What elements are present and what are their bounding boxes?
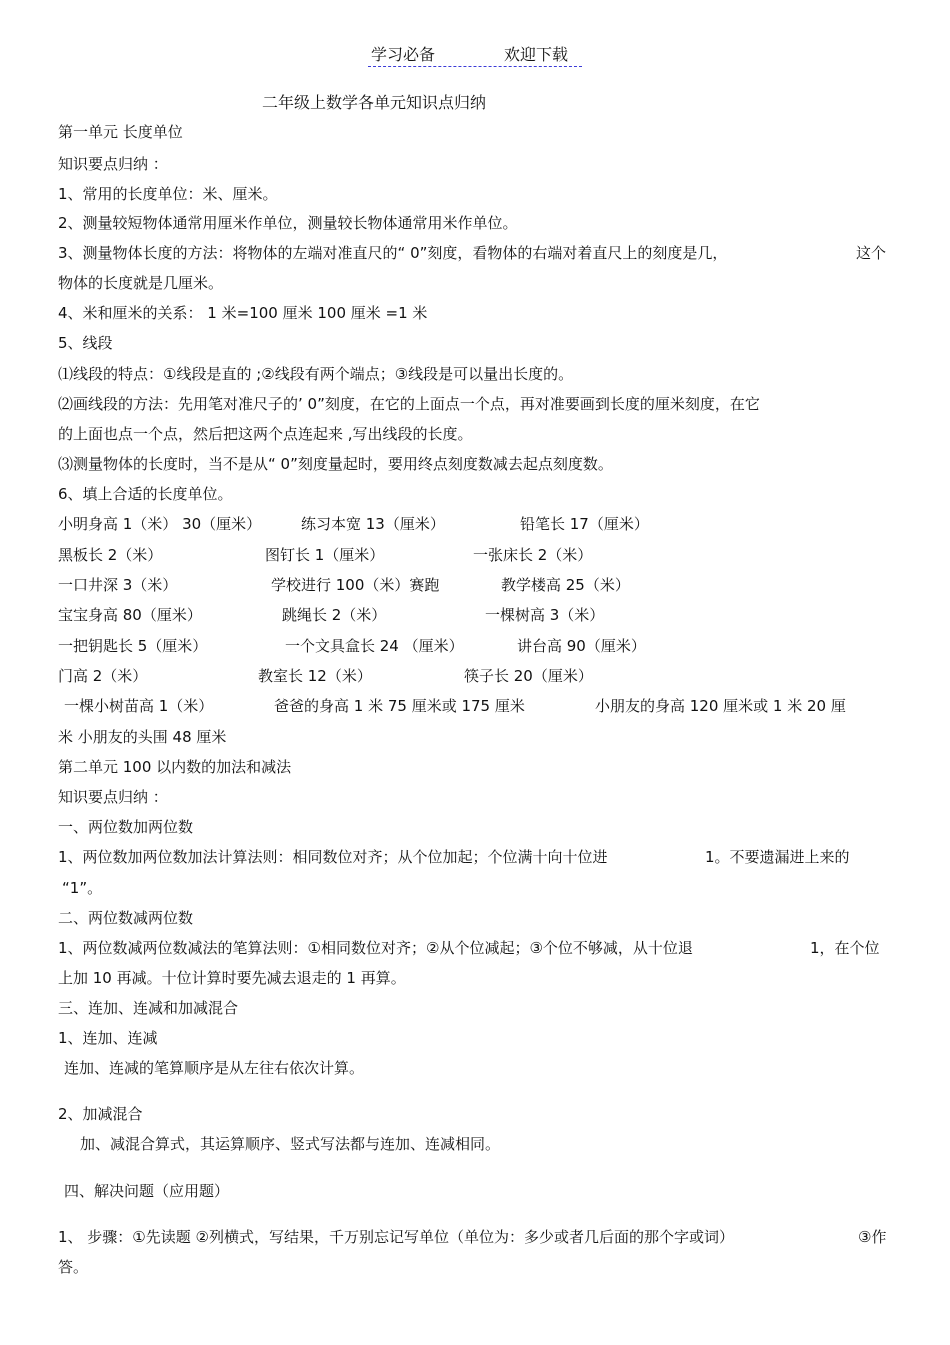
unit-example: 跳绳长 2（米） xyxy=(282,606,387,624)
text-line: 3、测量物体长度的方法：将物体的左端对准直尺的“ 0”刻度，看物体的右端对着直尺上的刻度是几， xyxy=(58,244,728,262)
section-heading: 四、解决问题（应用题） xyxy=(64,1182,230,1200)
text-line: 1、两位数加两位数加法计算法则：相同数位对齐；从个位加起；个位满十向十位进 xyxy=(58,848,608,866)
unit-example: 门高 2（米） xyxy=(58,667,148,685)
text-line: 1、连加、连减 xyxy=(58,1029,158,1047)
text-line: 2、加减混合 xyxy=(58,1105,143,1123)
knowledge-summary-label: 知识要点归纳 ： xyxy=(58,788,168,806)
text-line: 1、常用的长度单位：米、厘米。 xyxy=(58,185,278,203)
unit-example: 一个文具盒长 24 （厘米） xyxy=(285,637,464,655)
text-line: ⑵画线段的方法：先用笔对准尺子的’ 0”刻度，在它的上面点一个点，再对准要画到长度的厘米刻度，在它 xyxy=(58,395,760,413)
section-heading: 二、两位数减两位数 xyxy=(58,909,194,927)
unit-example: 一张床长 2（米） xyxy=(473,546,593,564)
unit-example: 宝宝身高 80（厘米） xyxy=(58,606,202,624)
text-line: 2、测量较短物体通常用厘米作单位，测量较长物体通常用米作单位。 xyxy=(58,214,518,232)
section-heading: 三、连加、连减和加减混合 xyxy=(58,999,239,1017)
unit-example: 筷子长 20（厘米） xyxy=(464,667,593,685)
text-line: 5、线段 xyxy=(58,334,113,352)
unit-example: 教学楼高 25（米） xyxy=(501,576,630,594)
text-line: ③作 xyxy=(858,1228,887,1246)
text-line: 1、 步骤：①先读题 ②列横式，写结果，千万别忘记写单位（单位为：多少或者几后面的那个字或词） xyxy=(58,1228,734,1246)
unit-example: 一棵树高 3（米） xyxy=(485,606,605,624)
text-line: “1”。 xyxy=(62,879,103,897)
unit-example: 一口井深 3（米） xyxy=(58,576,178,594)
unit1-heading: 第一单元 长度单位 xyxy=(58,123,183,141)
unit-example: 小朋友的身高 120 厘米或 1 米 20 厘 xyxy=(595,697,846,715)
unit2-heading: 第二单元 100 以内数的加法和减法 xyxy=(58,758,292,776)
text-line: ⑶测量物体的长度时，当不是从“ 0”刻度量起时，要用终点刻度数减去起点刻度数。 xyxy=(58,455,613,473)
text-line: 1，在个位 xyxy=(810,939,880,957)
text-line: 答。 xyxy=(58,1258,89,1276)
text-line: 这个 xyxy=(856,244,887,262)
unit-example: 学校进行 100（米）赛跑 xyxy=(271,576,440,594)
unit-example: 讲台高 90（厘米） xyxy=(517,637,646,655)
knowledge-summary-label: 知识要点归纳 ： xyxy=(58,155,168,173)
unit-example: 一棵小树苗高 1（米） xyxy=(64,697,214,715)
unit-example: 米 小朋友的头围 48 厘米 xyxy=(58,728,227,746)
unit-example: 图钉长 1（厘米） xyxy=(265,546,385,564)
unit-example: 铅笔长 17（厘米） xyxy=(520,515,649,533)
unit-example: 教室长 12（米） xyxy=(258,667,372,685)
text-line: 上加 10 再减。十位计算时要先减去退走的 1 再算。 xyxy=(58,969,406,987)
text-line: ⑴线段的特点：①线段是直的 ;②线段有两个端点；③线段是可以量出长度的。 xyxy=(58,365,574,383)
text-line: 1、两位数减两位数减法的笔算法则：①相同数位对齐；②从个位减起；③个位不够减，从十位退 xyxy=(58,939,693,957)
text-line: 4、米和厘米的关系： 1 米=100 厘米 100 厘米 =1 米 xyxy=(58,304,428,322)
text-line: 连加、连减的笔算顺序是从左往右依次计算。 xyxy=(64,1059,365,1077)
unit-example: 一把钥匙长 5（厘米） xyxy=(58,637,208,655)
text-line: 加、减混合算式，其运算顺序、竖式写法都与连加、连减相同。 xyxy=(80,1135,501,1153)
unit-example: 小明身高 1（米） 30（厘米） xyxy=(58,515,262,533)
unit-example: 练习本宽 13（厘米） xyxy=(301,515,445,533)
section-heading: 一、两位数加两位数 xyxy=(58,818,194,836)
unit-example: 爸爸的身高 1 米 75 厘米或 175 厘米 xyxy=(274,697,525,715)
unit-example: 黑板长 2（米） xyxy=(58,546,163,564)
header-right-text: 欢迎下载 xyxy=(504,45,569,64)
text-line: 物体的长度就是几厘米。 xyxy=(58,274,224,292)
page-header xyxy=(368,42,582,67)
document-title: 二年级上数学各单元知识点归纳 xyxy=(262,93,487,112)
header-left-text: 学习必备 xyxy=(371,45,436,64)
text-line: 6、填上合适的长度单位。 xyxy=(58,485,233,503)
text-line: 的上面也点一个点，然后把这两个点连起来 ,写出线段的长度。 xyxy=(58,425,473,443)
text-line: 1。不要遗漏进上来的 xyxy=(705,848,850,866)
